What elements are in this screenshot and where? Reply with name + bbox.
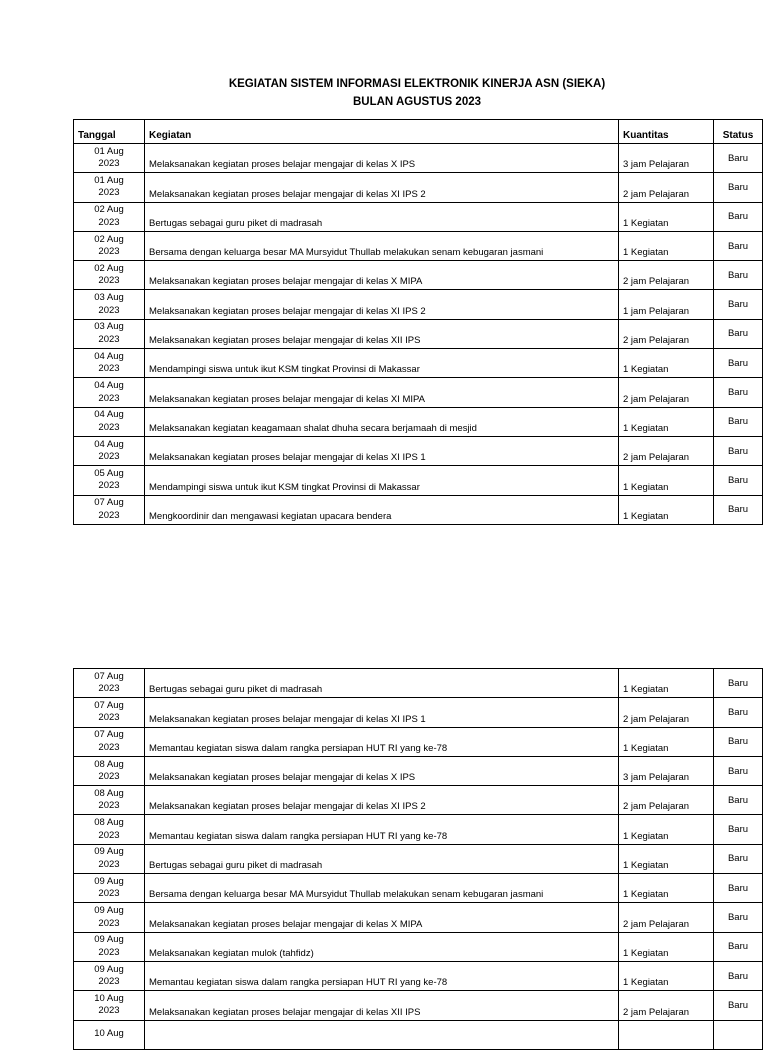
table-row: [74, 756, 763, 785]
quantity-cell: 2 jam Pelajaran: [619, 261, 714, 290]
date-day: 04 Aug: [94, 409, 124, 421]
quantity-cell: 2 jam Pelajaran: [619, 786, 714, 815]
date-day: 02 Aug: [94, 262, 124, 274]
table-row: [74, 349, 763, 378]
date-day: 09 Aug: [94, 963, 124, 975]
date-cell: [74, 1020, 145, 1049]
date-cell: [74, 349, 145, 378]
activity-cell: Memantau kegiatan siswa dalam rangka persiapan HUT RI yang ke-78: [145, 961, 619, 990]
status-cell: Baru: [714, 991, 763, 1020]
date-year: 2023: [98, 216, 120, 228]
date-year: 2023: [98, 976, 120, 988]
quantity-cell: 2 jam Pelajaran: [619, 991, 714, 1020]
table-row: [74, 378, 763, 407]
table-row: [74, 261, 763, 290]
table-row: [74, 319, 763, 348]
date-cell: [74, 961, 145, 990]
quantity-cell: 1 Kegiatan: [619, 932, 714, 961]
activity-cell: Mendampingi siswa untuk ikut KSM tingkat Provinsi di Makassar: [145, 349, 619, 378]
date-day: 09 Aug: [94, 905, 124, 917]
date-day: 04 Aug: [94, 438, 124, 450]
activity-table-page-2: [73, 668, 763, 1050]
date-cell: [74, 932, 145, 961]
activity-cell: Mendampingi siswa untuk ikut KSM tingkat Provinsi di Makassar: [145, 466, 619, 495]
date-year: 2023: [98, 741, 120, 753]
quantity-cell: 1 Kegiatan: [619, 669, 714, 698]
table-row: [74, 727, 763, 756]
date-cell: [74, 669, 145, 698]
date-year: 2023: [98, 480, 120, 492]
activity-cell: Melaksanakan kegiatan proses belajar mengajar di kelas X MIPA: [145, 261, 619, 290]
date-cell: [74, 202, 145, 231]
date-year: 2023: [98, 392, 120, 404]
table-row: [74, 815, 763, 844]
date-year: 2023: [98, 158, 120, 170]
activity-cell: Melaksanakan kegiatan proses belajar mengajar di kelas XI IPS 2: [145, 173, 619, 202]
table-row: [74, 144, 763, 173]
date-day: 07 Aug: [94, 729, 124, 741]
date-cell: [74, 407, 145, 436]
date-day: 04 Aug: [94, 380, 124, 392]
date-day: 02 Aug: [94, 204, 124, 216]
date-day: 01 Aug: [94, 145, 124, 157]
date-day: 08 Aug: [94, 758, 124, 770]
status-cell: Baru: [714, 786, 763, 815]
table-row: [74, 874, 763, 903]
status-cell: Baru: [714, 815, 763, 844]
table-header-row: [74, 120, 763, 144]
date-cell: [74, 727, 145, 756]
date-year: 2023: [98, 333, 120, 345]
date-year: 2023: [98, 858, 120, 870]
activity-cell: Melaksanakan kegiatan keagamaan shalat dhuha secara berjamaah di mesjid: [145, 407, 619, 436]
date-year: 2023: [98, 187, 120, 199]
activity-cell: Melaksanakan kegiatan proses belajar mengajar di kelas XI IPS 1: [145, 436, 619, 465]
date-year: 2023: [98, 683, 120, 695]
quantity-cell: 1 Kegiatan: [619, 874, 714, 903]
date-day: 07 Aug: [94, 699, 124, 711]
date-day: 10 Aug: [94, 1028, 124, 1040]
status-cell: Baru: [714, 436, 763, 465]
quantity-cell: 2 jam Pelajaran: [619, 698, 714, 727]
activity-cell: Melaksanakan kegiatan proses belajar mengajar di kelas XII IPS: [145, 319, 619, 348]
status-cell: Baru: [714, 495, 763, 524]
quantity-cell: 1 Kegiatan: [619, 961, 714, 990]
status-cell: Baru: [714, 698, 763, 727]
date-day: 09 Aug: [94, 875, 124, 887]
date-cell: [74, 495, 145, 524]
date-cell: [74, 698, 145, 727]
date-cell: [74, 231, 145, 260]
status-cell: Baru: [714, 961, 763, 990]
date-cell: [74, 319, 145, 348]
quantity-cell: 1 Kegiatan: [619, 202, 714, 231]
table-row: [74, 1020, 763, 1049]
quantity-cell: 2 jam Pelajaran: [619, 319, 714, 348]
table-row: [74, 290, 763, 319]
column-header-quantity: Kuantitas: [619, 120, 714, 144]
date-cell: [74, 874, 145, 903]
date-day: 05 Aug: [94, 467, 124, 479]
table-row: [74, 495, 763, 524]
date-cell: [74, 173, 145, 202]
date-cell: [74, 378, 145, 407]
activity-cell: Melaksanakan kegiatan proses belajar mengajar di kelas X IPS: [145, 144, 619, 173]
activity-cell: Melaksanakan kegiatan proses belajar mengajar di kelas XI IPS 1: [145, 698, 619, 727]
table-body-page-2: [74, 669, 763, 1050]
activity-cell: Melaksanakan kegiatan proses belajar mengajar di kelas X MIPA: [145, 903, 619, 932]
table-row: [74, 932, 763, 961]
date-year: 2023: [98, 712, 120, 724]
activity-cell: Melaksanakan kegiatan proses belajar mengajar di kelas XII IPS: [145, 991, 619, 1020]
status-cell: Baru: [714, 932, 763, 961]
status-cell: Baru: [714, 319, 763, 348]
activity-cell: Melaksanakan kegiatan proses belajar mengajar di kelas X IPS: [145, 756, 619, 785]
activity-cell: Mengkoordinir dan mengawasi kegiatan upacara bendera: [145, 495, 619, 524]
date-cell: [74, 466, 145, 495]
date-year: 2023: [98, 275, 120, 287]
activity-cell: Bertugas sebagai guru piket di madrasah: [145, 844, 619, 873]
date-day: 09 Aug: [94, 934, 124, 946]
date-day: 03 Aug: [94, 321, 124, 333]
quantity-cell: 1 Kegiatan: [619, 231, 714, 260]
status-cell: Baru: [714, 407, 763, 436]
status-cell: Baru: [714, 349, 763, 378]
status-cell: Baru: [714, 756, 763, 785]
quantity-cell: [619, 1020, 714, 1049]
document-title: KEGIATAN SISTEM INFORMASI ELEKTRONIK KINERJA ASN (SIEKA): [228, 78, 606, 90]
status-cell: Baru: [714, 231, 763, 260]
activity-cell: Memantau kegiatan siswa dalam rangka persiapan HUT RI yang ke-78: [145, 727, 619, 756]
activity-cell: Melaksanakan kegiatan proses belajar mengajar di kelas XI IPS 2: [145, 786, 619, 815]
activity-table-page-1: [73, 119, 763, 525]
table-row: [74, 991, 763, 1020]
date-cell: [74, 844, 145, 873]
date-year: 2023: [98, 888, 120, 900]
table-row: [74, 173, 763, 202]
activity-cell: Bertugas sebagai guru piket di madrasah: [145, 669, 619, 698]
activity-cell: Melaksanakan kegiatan proses belajar mengajar di kelas XI MIPA: [145, 378, 619, 407]
quantity-cell: 1 jam Pelajaran: [619, 290, 714, 319]
status-cell: Baru: [714, 202, 763, 231]
date-year: 2023: [98, 800, 120, 812]
date-year: 2023: [98, 363, 120, 375]
status-cell: Baru: [714, 903, 763, 932]
date-day: 01 Aug: [94, 174, 124, 186]
activity-cell: [145, 1020, 619, 1049]
table-body-page-1: [74, 144, 763, 525]
table-row: [74, 466, 763, 495]
quantity-cell: 2 jam Pelajaran: [619, 436, 714, 465]
date-year: 2023: [98, 451, 120, 463]
table-row: [74, 786, 763, 815]
quantity-cell: 1 Kegiatan: [619, 844, 714, 873]
date-day: 03 Aug: [94, 292, 124, 304]
status-cell: [714, 1020, 763, 1049]
table-row: [74, 669, 763, 698]
date-year: 2023: [98, 304, 120, 316]
table-row: [74, 202, 763, 231]
date-cell: [74, 991, 145, 1020]
status-cell: Baru: [714, 144, 763, 173]
column-header-status: Status: [714, 120, 763, 144]
quantity-cell: 1 Kegiatan: [619, 407, 714, 436]
quantity-cell: 1 Kegiatan: [619, 815, 714, 844]
status-cell: Baru: [714, 669, 763, 698]
activity-cell: Memantau kegiatan siswa dalam rangka persiapan HUT RI yang ke-78: [145, 815, 619, 844]
date-year: 2023: [98, 246, 120, 258]
date-day: 07 Aug: [94, 497, 124, 509]
quantity-cell: 1 Kegiatan: [619, 727, 714, 756]
quantity-cell: 1 Kegiatan: [619, 495, 714, 524]
date-cell: [74, 815, 145, 844]
date-day: 08 Aug: [94, 787, 124, 799]
date-cell: [74, 144, 145, 173]
activity-cell: Melaksanakan kegiatan proses belajar mengajar di kelas XI IPS 2: [145, 290, 619, 319]
status-cell: Baru: [714, 378, 763, 407]
date-year: 2023: [98, 946, 120, 958]
status-cell: Baru: [714, 173, 763, 202]
quantity-cell: 2 jam Pelajaran: [619, 903, 714, 932]
date-year: 2023: [98, 509, 120, 521]
date-day: 09 Aug: [94, 846, 124, 858]
table-row: [74, 407, 763, 436]
date-cell: [74, 436, 145, 465]
column-header-date: Tanggal: [74, 120, 145, 144]
date-cell: [74, 756, 145, 785]
status-cell: Baru: [714, 844, 763, 873]
date-cell: [74, 903, 145, 932]
activity-cell: Melaksanakan kegiatan mulok (tahfidz): [145, 932, 619, 961]
table-row: [74, 698, 763, 727]
quantity-cell: 3 jam Pelajaran: [619, 144, 714, 173]
date-year: 2023: [98, 829, 120, 841]
document-subtitle: BULAN AGUSTUS 2023: [352, 96, 482, 108]
date-cell: [74, 290, 145, 319]
quantity-cell: 3 jam Pelajaran: [619, 756, 714, 785]
date-day: 04 Aug: [94, 350, 124, 362]
activity-cell: Bersama dengan keluarga besar MA Mursyidut Thullab melakukan senam kebugaran jasmani: [145, 874, 619, 903]
date-day: 07 Aug: [94, 670, 124, 682]
quantity-cell: 2 jam Pelajaran: [619, 173, 714, 202]
date-year: 2023: [98, 1005, 120, 1017]
date-day: 02 Aug: [94, 233, 124, 245]
table-row: [74, 844, 763, 873]
date-cell: [74, 786, 145, 815]
status-cell: Baru: [714, 874, 763, 903]
status-cell: Baru: [714, 466, 763, 495]
column-header-activity: Kegiatan: [145, 120, 619, 144]
activity-cell: Bertugas sebagai guru piket di madrasah: [145, 202, 619, 231]
date-year: 2023: [98, 917, 120, 929]
status-cell: Baru: [714, 727, 763, 756]
date-year: 2023: [98, 421, 120, 433]
date-day: 10 Aug: [94, 992, 124, 1004]
quantity-cell: 2 jam Pelajaran: [619, 378, 714, 407]
date-cell: [74, 261, 145, 290]
quantity-cell: 1 Kegiatan: [619, 466, 714, 495]
table-row: [74, 961, 763, 990]
date-day: 08 Aug: [94, 817, 124, 829]
date-year: 2023: [98, 771, 120, 783]
table-row: [74, 903, 763, 932]
table-row: [74, 231, 763, 260]
table-row: [74, 436, 763, 465]
activity-cell: Bersama dengan keluarga besar MA Mursyidut Thullab melakukan senam kebugaran jasmani: [145, 231, 619, 260]
status-cell: Baru: [714, 261, 763, 290]
quantity-cell: 1 Kegiatan: [619, 349, 714, 378]
status-cell: Baru: [714, 290, 763, 319]
